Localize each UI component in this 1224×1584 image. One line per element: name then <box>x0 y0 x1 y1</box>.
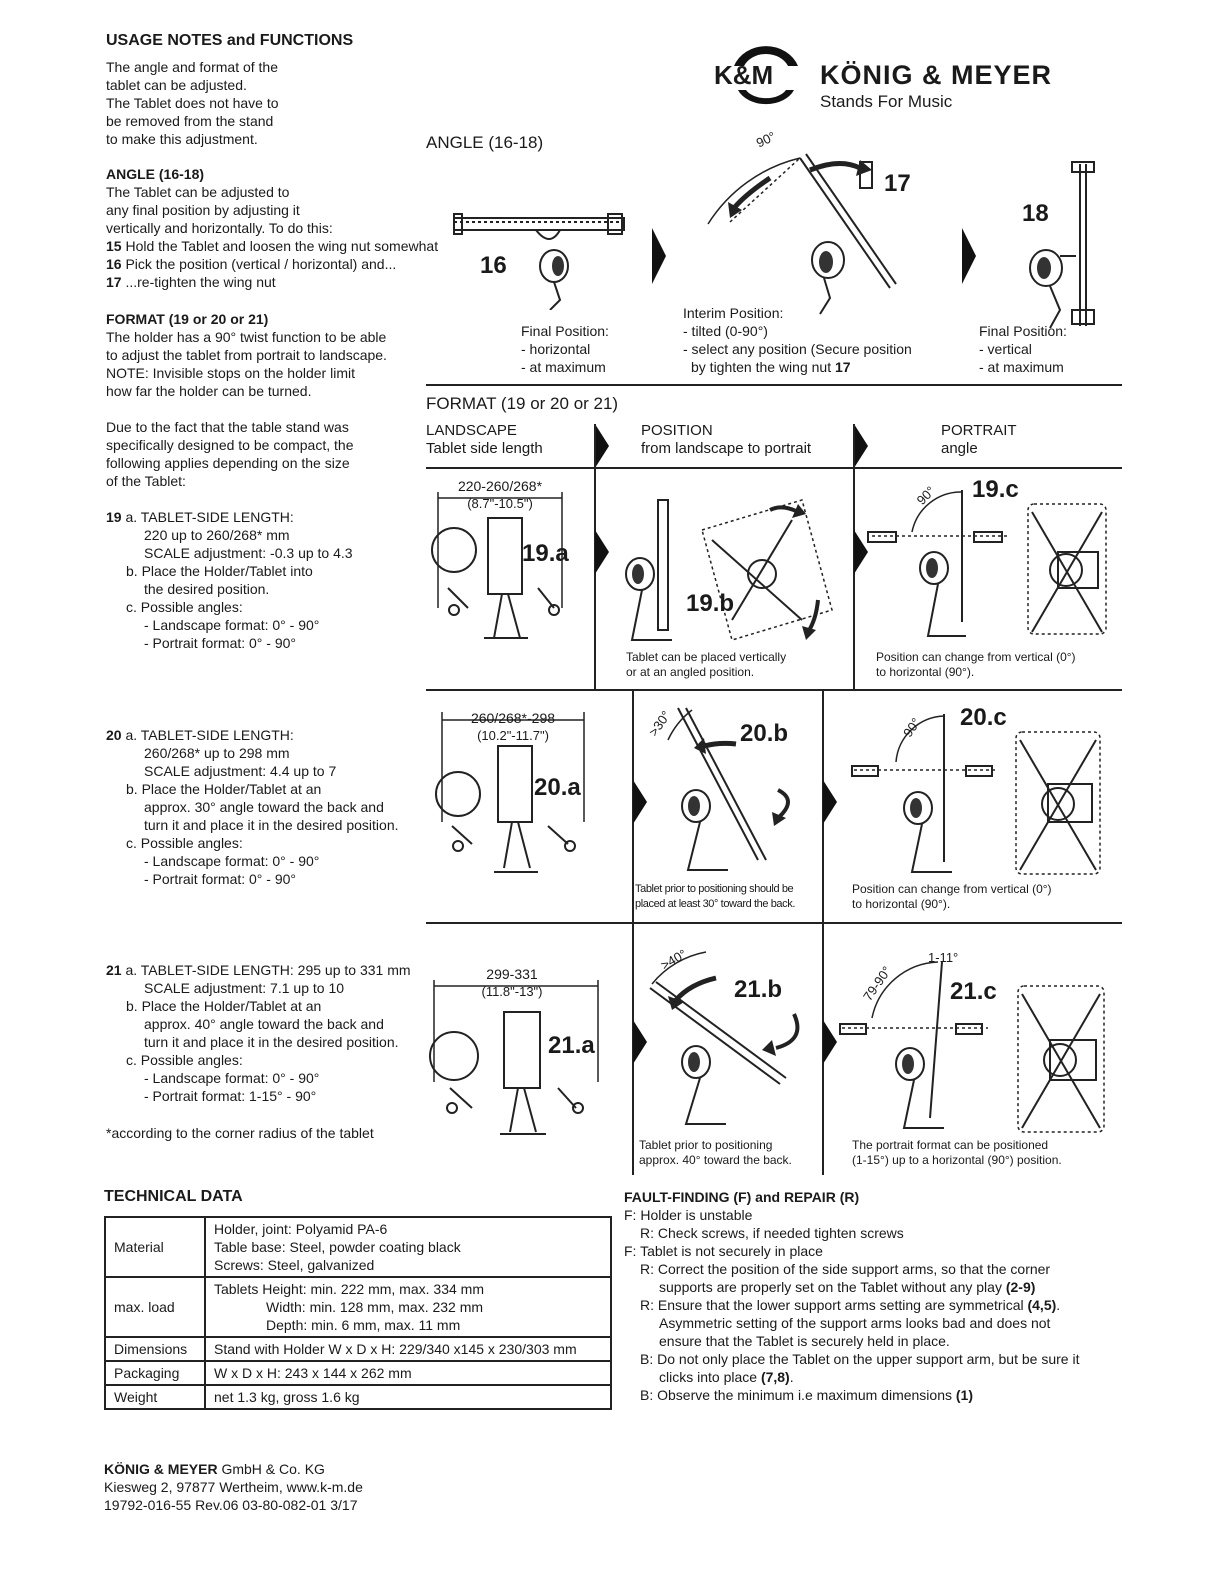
value-line: Screws: Steel, galvanized <box>214 1257 375 1273</box>
fault-line <box>624 1296 1079 1314</box>
caption-line: Position can change from vertical (0°) <box>876 650 1076 664</box>
section-line: - Landscape format: 0° - 90° <box>144 617 320 633</box>
label-16: 16 <box>480 252 507 279</box>
section-line: - Portrait format: 0° - 90° <box>144 871 297 887</box>
due-line: of the Tablet: <box>106 473 186 489</box>
format-line: to adjust the tablet from portrait to landscape. <box>106 347 387 363</box>
dim-20: 260/268*-298 <box>470 710 556 726</box>
angle-section-title: ANGLE (16-18) <box>426 133 544 152</box>
section-num: 20 <box>106 727 122 743</box>
section-line: - Landscape format: 0° - 90° <box>144 853 320 869</box>
fault-list <box>624 1206 1079 1404</box>
caption-line <box>683 358 912 376</box>
deg-21c-1: 79-90° <box>860 963 895 1004</box>
section-line: c. Possible angles: <box>126 835 243 851</box>
fault-line: ensure that the Tablet is securely held in place. <box>659 1333 950 1349</box>
fault-line <box>624 1386 1079 1404</box>
caption-line: - tilted (0-90°) <box>683 323 768 339</box>
caption-line: - select any position (Secure position <box>683 341 912 357</box>
caption-line: Position can change from vertical (0°) <box>852 882 1052 896</box>
tech-value: Stand with Holder W x D x H: 229/340 x145 x 230/303 mm <box>205 1337 611 1361</box>
col-portrait-header <box>941 422 1017 458</box>
figure-20b-stand <box>645 700 818 880</box>
section-21 <box>106 961 411 1105</box>
angle-step <box>106 273 438 291</box>
deg-21c-2: 1-11° <box>928 950 959 965</box>
caption-line: Final Position: <box>979 323 1067 339</box>
value-line: Tablets Height: min. 222 mm, max. 334 mm <box>214 1281 484 1297</box>
dim-21-inch: (11.8"-13") <box>481 984 543 999</box>
section-line: the desired position. <box>144 581 270 597</box>
figure-19b-stand <box>622 490 842 650</box>
usage-line: The Tablet does not have to <box>106 95 279 111</box>
value-line: Width: min. 128 mm, max. 232 mm <box>266 1299 484 1315</box>
angle-line: vertically and horizontally. To do this: <box>106 220 333 236</box>
label-21a: 21.a <box>548 1032 595 1059</box>
section-line: SCALE adjustment: -0.3 up to 4.3 <box>144 545 353 561</box>
dim-21: 299-331 <box>486 966 538 982</box>
label-19c: 19.c <box>972 476 1019 503</box>
due-line: Due to the fact that the table stand was <box>106 419 349 435</box>
row-arrow-icon <box>823 1020 837 1064</box>
tech-value: W x D x H: 243 x 144 x 262 mm <box>205 1361 611 1385</box>
tech-value <box>205 1277 611 1337</box>
value-line: Table base: Steel, powder coating black <box>214 1239 461 1255</box>
label-21c: 21.c <box>950 978 997 1005</box>
label-21b: 21.b <box>734 976 783 1003</box>
col-landscape-header <box>426 422 543 458</box>
value-line: Holder, joint: Polyamid PA-6 <box>214 1221 388 1237</box>
row-arrow-icon <box>633 1020 647 1064</box>
step-text: ...re-tighten the wing nut <box>121 274 276 290</box>
fault-text: R: Ensure that the lower support arms setting are symmetrical <box>640 1297 1028 1313</box>
step-text: Hold the Tablet and loosen the wing nut somewhat <box>121 238 439 254</box>
caption-19c <box>876 650 1076 680</box>
section-line: turn it and place it in the desired position. <box>144 817 399 833</box>
footer-ref: 19792-016-55 Rev.06 03-80-082-01 3/17 <box>104 1497 358 1513</box>
tech-label: Material <box>105 1217 205 1277</box>
section-line: SCALE adjustment: 7.1 up to 10 <box>144 980 345 996</box>
header-line: angle <box>941 440 978 457</box>
caption-line: to horizontal (90°). <box>852 897 951 911</box>
caption-line: - at maximum <box>979 359 1064 375</box>
caption-line: (1-15°) up to a horizontal (90°) position. <box>852 1153 1062 1167</box>
tech-label: max. load <box>105 1277 205 1337</box>
figure-16-stand <box>440 200 640 310</box>
caption-line: Interim Position: <box>683 305 784 321</box>
fault-line: F: Tablet is not securely in place <box>624 1243 823 1259</box>
row-arrow-icon <box>633 780 647 824</box>
section-line: approx. 40° angle toward the back and <box>144 1016 384 1032</box>
label-19b: 19.b <box>686 590 735 617</box>
section-line: - Portrait format: 0° - 90° <box>144 635 297 651</box>
angle-title: ANGLE (16-18) <box>106 166 205 182</box>
label-20b: 20.b <box>740 720 789 747</box>
brand-logo <box>712 38 1142 118</box>
figure-17-stand <box>700 138 920 318</box>
format-section-title: FORMAT (19 or 20 or 21) <box>426 394 619 413</box>
caption-line: or at an angled position. <box>626 665 755 679</box>
tech-value <box>205 1217 611 1277</box>
header-line: Tablet side length <box>426 440 543 457</box>
format-title: FORMAT (19 or 20 or 21) <box>106 311 269 327</box>
tech-label: Weight <box>105 1385 205 1409</box>
tech-label: Dimensions <box>105 1337 205 1361</box>
tech-label: Packaging <box>105 1361 205 1385</box>
fault-line: R: Correct the position of the side support arms, so that the corner <box>640 1261 1051 1277</box>
section-line: b. Place the Holder/Tablet at an <box>126 998 322 1014</box>
step-num: 16 <box>106 256 122 272</box>
caption-line: Tablet prior to positioning <box>639 1138 773 1152</box>
grid-line <box>426 689 1122 691</box>
angle-step <box>106 255 438 273</box>
caption-bold: 17 <box>835 359 851 375</box>
fault-title: FAULT-FINDING (F) and REPAIR (R) <box>624 1189 860 1205</box>
footer <box>104 1460 363 1514</box>
section-line: c. Possible angles: <box>126 1052 243 1068</box>
format-text <box>106 328 387 400</box>
dim-19: 220-260/268* <box>457 478 543 494</box>
fault-bold: (1) <box>955 1387 973 1403</box>
caption-19b <box>626 650 786 680</box>
deg-20b: >30° <box>645 708 674 739</box>
caption-line: - horizontal <box>521 341 591 357</box>
figure-19c-stand <box>862 482 1112 647</box>
due-line: following applies depending on the size <box>106 455 350 471</box>
figure-18-stand <box>1010 160 1100 330</box>
angle-line: any final position by adjusting it <box>106 202 300 218</box>
step-arrow-icon <box>962 228 976 284</box>
angle-text <box>106 183 438 291</box>
section-line: b. Place the Holder/Tablet into <box>126 563 313 579</box>
deg-20c: 90° <box>900 715 924 740</box>
grid-line <box>822 690 824 1175</box>
brand-name: KÖNIG & MEYER <box>820 60 1053 90</box>
grid-line <box>632 690 634 1175</box>
section-line: b. Place the Holder/Tablet at an <box>126 781 322 797</box>
caption-line: - at maximum <box>521 359 606 375</box>
caption-line: approx. 40° toward the back. <box>639 1153 792 1167</box>
fault-bold: (4,5) <box>1027 1297 1057 1313</box>
caption-20c <box>852 882 1052 912</box>
caption-line: placed at least 30° toward the back. <box>635 898 795 910</box>
caption-line: Final Position: <box>521 323 609 339</box>
fault-line <box>624 1278 1079 1296</box>
angle-90-label: 90° <box>753 128 778 151</box>
header-line: PORTRAIT <box>941 422 1017 439</box>
label-20c: 20.c <box>960 704 1007 731</box>
header-line: POSITION <box>641 422 713 439</box>
section-num: 19 <box>106 509 122 525</box>
format-line: how far the holder can be turned. <box>106 383 312 399</box>
section-divider <box>426 384 1122 386</box>
section-line: 220 up to 260/268* mm <box>144 527 290 543</box>
section-line: - Landscape format: 0° - 90° <box>144 1070 320 1086</box>
row-arrow-icon <box>595 530 609 574</box>
fault-text: . <box>1056 1297 1061 1313</box>
final-vertical-caption <box>979 322 1067 376</box>
caption-20b <box>635 882 795 912</box>
fault-line: Asymmetric setting of the support arms looks bad and does not <box>659 1315 1051 1331</box>
format-line: The holder has a 90° twist function to be able <box>106 329 387 345</box>
fault-text: supports are properly set on the Tablet without any play <box>659 1279 1006 1295</box>
fault-line <box>624 1368 1079 1386</box>
section-19 <box>106 508 353 652</box>
caption-line: - vertical <box>979 341 1032 357</box>
caption-line: to horizontal (90°). <box>876 665 975 679</box>
caption-21b <box>639 1138 792 1168</box>
table-row <box>105 1337 611 1361</box>
usage-title: USAGE NOTES and FUNCTIONS <box>106 32 354 49</box>
figure-21b-stand <box>646 944 820 1134</box>
section-line: c. Possible angles: <box>126 599 243 615</box>
interim-caption <box>683 304 912 376</box>
fault-text: B: Observe the minimum i.e maximum dimensions <box>640 1387 956 1403</box>
step-arrow-icon <box>652 228 666 284</box>
row-arrow-icon <box>823 780 837 824</box>
dim-20-inch: (10.2"-11.7") <box>477 728 549 743</box>
fault-line: B: Do not only place the Tablet on the upper support arm, but be sure it <box>640 1351 1080 1367</box>
footnote: *according to the corner radius of the tablet <box>106 1125 374 1141</box>
caption-line: The portrait format can be positioned <box>852 1138 1049 1152</box>
section-line: SCALE adjustment: 4.4 up to 7 <box>144 763 337 779</box>
section-line: 260/268* up to 298 mm <box>144 745 290 761</box>
footer-address: Kiesweg 2, 97877 Wertheim, www.k-m.de <box>104 1479 363 1495</box>
tech-table <box>104 1216 612 1410</box>
step-arrow-icon <box>854 424 868 468</box>
value-line: Depth: min. 6 mm, max. 11 mm <box>266 1317 461 1333</box>
header-line: LANDSCAPE <box>426 422 517 439</box>
section-line: turn it and place it in the desired position. <box>144 1034 399 1050</box>
brand-short: K&M <box>714 60 774 90</box>
angle-line: The Tablet can be adjusted to <box>106 184 290 200</box>
grid-line <box>426 467 1122 469</box>
tech-title: TECHNICAL DATA <box>104 1188 243 1205</box>
company-suffix: GmbH & Co. KG <box>217 1461 325 1477</box>
section-line: a. TABLET-SIDE LENGTH: <box>121 509 294 525</box>
step-arrow-icon <box>595 424 609 468</box>
due-text <box>106 418 353 490</box>
usage-line: be removed from the stand <box>106 113 274 129</box>
usage-line: The angle and format of the <box>106 59 278 75</box>
fault-line: R: Check screws, if needed tighten screws <box>640 1225 904 1241</box>
section-line: a. TABLET-SIDE LENGTH: 295 up to 331 mm <box>121 962 411 978</box>
label-17: 17 <box>884 170 911 197</box>
fault-text: . <box>789 1369 794 1385</box>
section-line: approx. 30° angle toward the back and <box>144 799 384 815</box>
section-line: a. TABLET-SIDE LENGTH: <box>121 727 294 743</box>
table-row <box>105 1361 611 1385</box>
fault-text: clicks into place <box>659 1369 761 1385</box>
brand-tagline: Stands For Music <box>820 92 953 111</box>
usage-line: to make this adjustment. <box>106 131 258 147</box>
table-row <box>105 1277 611 1337</box>
format-line: NOTE: Invisible stops on the holder limit <box>106 365 355 381</box>
caption-21c <box>852 1138 1062 1168</box>
fault-bold: (2-9) <box>1005 1279 1036 1295</box>
caption-line: Tablet prior to positioning should be <box>635 883 794 895</box>
header-line: from landscape to portrait <box>641 440 812 457</box>
table-row <box>105 1385 611 1409</box>
tech-value: net 1.3 kg, gross 1.6 kg <box>205 1385 611 1409</box>
usage-line: tablet can be adjusted. <box>106 77 247 93</box>
footer-company <box>104 1460 363 1478</box>
step-num: 17 <box>106 274 122 290</box>
table-row <box>105 1217 611 1277</box>
label-19a: 19.a <box>522 540 569 567</box>
deg-19c: 90° <box>913 483 939 508</box>
dim-19-inch: (8.7"-10.5") <box>467 496 533 511</box>
col-position-header <box>641 422 811 458</box>
caption-text: by tighten the wing nut <box>691 359 835 375</box>
caption-line: Tablet can be placed vertically <box>626 650 787 664</box>
label-20a: 20.a <box>534 774 581 801</box>
due-line: specifically designed to be compact, the <box>106 437 354 453</box>
step-text: Pick the position (vertical / horizontal) and... <box>121 256 397 272</box>
angle-step <box>106 237 438 255</box>
company-name: KÖNIG & MEYER <box>104 1461 218 1477</box>
fault-bold: (7,8) <box>760 1369 790 1385</box>
grid-line <box>426 922 1122 924</box>
usage-text <box>106 58 279 148</box>
fault-line: F: Holder is unstable <box>624 1207 753 1223</box>
step-num: 15 <box>106 238 122 254</box>
deg-21b: >40° <box>658 946 690 973</box>
final-horizontal-caption <box>521 322 609 376</box>
section-20 <box>106 726 399 888</box>
label-18: 18 <box>1022 200 1049 227</box>
section-num: 21 <box>106 962 122 978</box>
figure-20c-stand <box>848 706 1108 881</box>
section-line: - Portrait format: 1-15° - 90° <box>144 1088 317 1104</box>
